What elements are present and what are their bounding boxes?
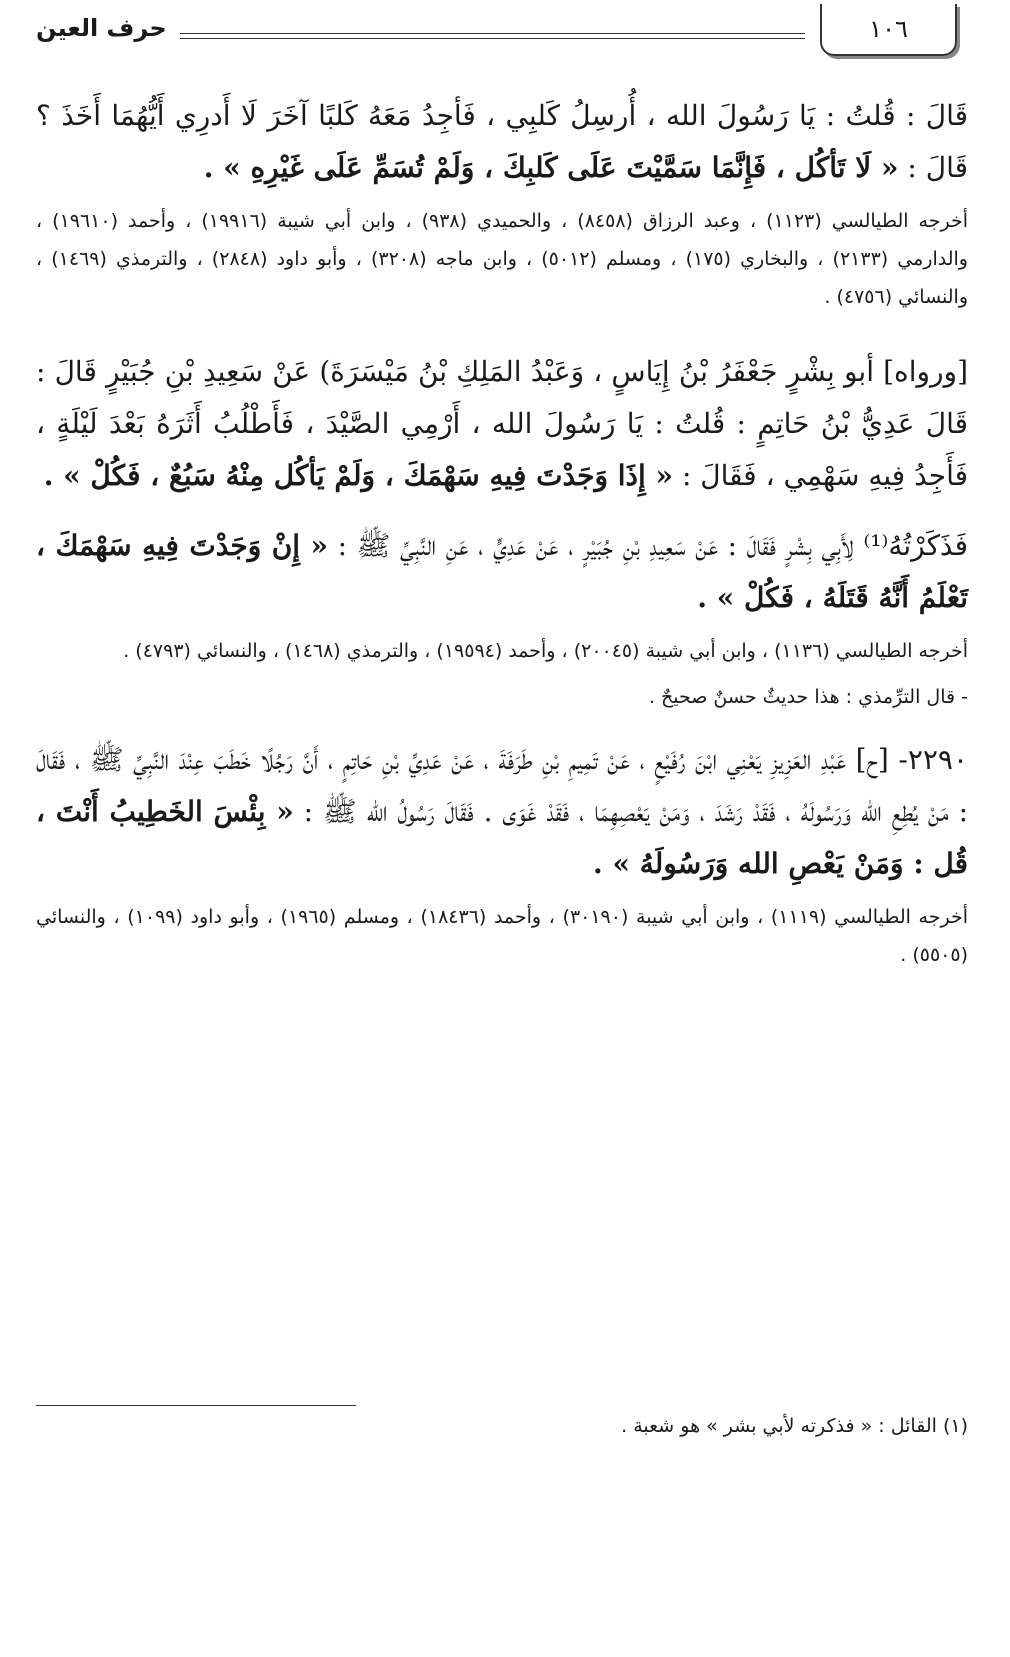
hadith-paragraph bbox=[36, 90, 968, 194]
page-number: ١٠٦ bbox=[820, 4, 957, 56]
hadith-paragraph bbox=[36, 520, 968, 624]
page-header bbox=[0, 0, 1010, 72]
footnote-rule bbox=[36, 1405, 356, 1406]
grading-note: - قال الترِّمذي : هذا حديثٌ حسنٌ صحيحٌ . bbox=[648, 686, 968, 708]
hadith-paragraph bbox=[36, 346, 968, 502]
hadith-quote: « إِذَا وَجَدْتَ فِيهِ سَهْمَكَ ، وَلَمْ يَأكُل مِنْهُ سَبُعٌ ، فَكُلْ » . bbox=[43, 459, 674, 492]
takhrij-note: أخرجه الطيالسي (١١١٩) ، وابن أبي شيبة (٣٠١٩٠) ، وأحمد (١٨٤٣٦) ، ومسلم (١٩٦٥) ، وأبو داود (١٠٩٩) ، والنسائي (٥٥٠٥) . bbox=[36, 906, 968, 966]
hadith-text: [ورواه] أبو بِشْرٍ جَعْفَرُ بْنُ إِيَاسٍ ، وَعَبْدُ المَلِكِ بْنُ مَيْسَرَةَ) عَنْ سَعِيدِ بْنِ جُبَيْرٍ قَالَ : قَالَ عَدِيُّ بْنُ حَاتِمٍ : قُلتُ : يَا رَسُولَ الله ، أَرْمِي الصَّيْدَ ، فَأَطْلُبُ أَثَرَهُ بَعْدَ لَيْلَةٍ ، فَأَجِدُ فِيهِ سَهْمِي ، فَقَالَ : bbox=[36, 355, 968, 492]
takhrij-note: أخرجه الطيالسي (١١٣٦) ، وابن أبي شيبة (٢٠٠٤٥) ، وأحمد (١٩٥٩٤) ، والترمذي (١٤٦٨) ، والنسائي (٤٧٩٣) . bbox=[123, 640, 968, 662]
header-rule bbox=[180, 33, 805, 34]
hadith-quote: « لَا تَأكُل ، فَإِنَّمَا سَمَّيْتَ عَلَى كَلبِكَ ، وَلَمْ تُسَمِّ عَلَى غَيْرِهِ » . bbox=[203, 151, 899, 184]
hadith-text: فَذَكَرْتُهُ⁽¹⁾ لِأَبِي بِشْرٍ فَقَالَ : عَنْ سَعِيدِ بْنِ جُبَيْرٍ ، عَنْ عَدِيٍّ ، عَنِ النَّبِيِّ ﷺ : bbox=[337, 529, 968, 562]
hadith-text: ٢٢٩٠- [ح] عَبْدِ العَزِيزِ يَعْنِي ابْنَ رُفَيْعٍ ، عَنْ تَمِيمِ بْنِ طَرَفَةَ ، عَنْ عَدِيِّ بْنِ حَاتِمٍ ، أَنَّ رَجُلًا خَطَبَ عِنْدَ النَّبِيِّ ﷺ ، فَقَالَ : مَنْ يُطِعِ الله وَرَسُولَهُ ، فَقَدْ رَشَدَ ، وَمَنْ يَعْصِهِمَا ، فَقَدْ غَوَى . فَقَالَ رَسُولُ الله ﷺ : bbox=[36, 743, 968, 828]
chapter-title: حرف العين bbox=[36, 14, 167, 42]
takhrij-note: أخرجه الطيالسي (١١٢٣) ، وعبد الرزاق (٨٤٥٨) ، والحميدي (٩٣٨) ، وابن أبي شيبة (١٩٩١٦) ، وأحمد (١٩٦١٠) ، والدارمي (٢١٣٣) ، والبخاري (١٧٥) ، ومسلم (٥٠١٢) ، وابن ماجه (٣٢٠٨) ، وأبو داود (٢٨٤٨) ، والترمذي (١٤٦٩) ، والنسائي (٤٧٥٦) . bbox=[36, 210, 968, 308]
hadith-quote: « بِئْسَ الخَطِيبُ أَنْتَ ، قُل : وَمَنْ يَعْصِ الله وَرَسُولَهُ » . bbox=[36, 795, 968, 880]
header-rule bbox=[180, 38, 805, 39]
hadith-paragraph bbox=[36, 734, 968, 890]
hadith-text: قَالَ : قُلتُ : يَا رَسُولَ الله ، أُرسِلُ كَلبِي ، فَأجِدُ مَعَهُ كَلبًا آخَرَ لَا أَدرِي أَيُّهُمَا أَخَذَ ؟ قَالَ : bbox=[36, 99, 968, 184]
main-text bbox=[36, 90, 968, 974]
footnote-text: (١) القائل : « فذكرته لأبي بشر » هو شعبة . bbox=[621, 1415, 968, 1437]
hadith-quote: « إِنْ وَجَدْتَ فِيهِ سَهْمَكَ ، تَعْلَمُ أَنَّهُ قَتَلَهُ ، فَكُلْ » . bbox=[36, 529, 968, 614]
